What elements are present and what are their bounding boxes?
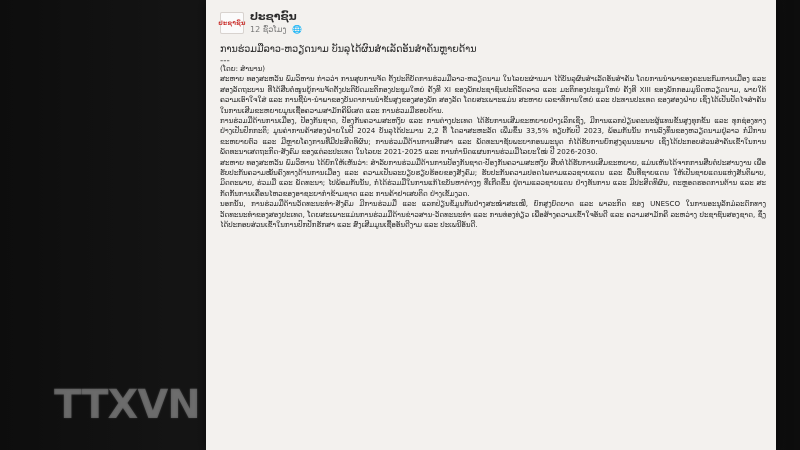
avatar[interactable] bbox=[220, 12, 244, 34]
post-author[interactable]: ປະຊາຊົນ bbox=[250, 10, 297, 23]
post-paragraph: ການຮ່ວມມືດ້ານການເມືອງ, ປ້ອງກັນຊາດ, ປ້ອງກັນຄວາມສະຫງົບ ແລະ ການຕ່າງປະເທດ ໄດ້ຮັບການເສີມຂະຫຍາຍຢ່າງເລິກເຊິ່ງ, ມີການແລກປ່ຽນຄະນະຜູ້ແທນຂັ້ນສູງທຸກຂັ້ນ ແລະ ທຸກຊ່ອງທາງ ຢ່າງເປັນປົກກະຕິ; ມູນຄ່າການຄ້າສອງຝ່າຍໃນປີ 2024 ບັນລຸໄດ້ປະມານ 2,2 ຕື້ ໂດລາສະຫະລັດ ເພີ່ມຂຶ້ນ 33,5% ທຽບກັບປີ 2023, ພ້ອມກັນນັ້ນ ການລົງທຶນຂອງຫວຽດນາມຢູ່ລາວ ກໍ່ມີການຂະຫຍາຍຕົວ ແລະ ມີຫຼາຍໂຄງການທີ່ມີປະສິດທິຜົນ; ການຮ່ວມມືດ້ານການສຶກສາ ແລະ ພັດທະນາຊັບພະຍາກອນມະນຸດ ກໍ່ໄດ້ຮັບການຍົກສູງຄຸນນະພາບ ເຊິ່ງໄດ້ປະກອບສ່ວນສຳຄັນເຂົ້າໃນການພັດທະນາເສດຖະກິດ-ສັງຄົມ ຂອງແຕ່ລະປະເທດ ໃນໄລຍະ 2021-2025 ແລະ ການກຳນົດແຜນການຮ່ວມມືໄລຍະໃໝ່ ປີ 2026-2030. bbox=[220, 116, 766, 157]
post-title: ການຮ່ວມມືລາວ-ຫວຽດນາມ ບັນລຸໄດ້ຜົນສຳເລັດອັນສຳຄັນຫຼາຍດ້ານ bbox=[220, 44, 477, 55]
post-body bbox=[220, 64, 766, 231]
post-paragraph: (ໂດຍ: ສຳນານ) bbox=[220, 64, 266, 73]
ttxvn-watermark-logo: TTXVN bbox=[54, 382, 200, 428]
social-post-screenshot bbox=[206, 0, 776, 450]
post-separator: --- bbox=[220, 56, 230, 66]
globe-icon: 🌐 bbox=[291, 25, 302, 34]
post-paragraph: ສະຫາຍ ທອງສະຫວັນ ພົມວິຫານ ກ່າວວ່າ ການສຸບການຈັດ ຕັ້ງປະຕິບັດການຮ່ວມມືລາວ-ຫວຽດນາມ ໃນໄລຍະຜ່ານມາ ໄດ້ບັນລຸຜົນສຳເລັດອັນສຳຄັນ ໂດຍການນຳພາຂອງຄະນະກົມການເມືອງ ແລະ ສອງລັດຖະບານ ທີ່ໄດ້ສືບຕໍ່ໜູນຍູ້ການຈັດຕັ້ງປະຕິບັດມະຕິກອງປະຊຸມໃຫຍ່ ຄັ້ງທີ XI ຂອງພັກປະຊາຊົນປະຕິວັດລາວ ແລະ ມະຕິກອງປະຊຸມໃຫຍ່ ຄັ້ງທີ XIII ຂອງພັກກອມມູນິດຫວຽດນາມ, ພາຍໃຕ້ຄວາມເອົາໃຈໃສ່ ແລະ ການຊີ້ນຳ-ນຳພາຂອງບັນດາການນຳຂັ້ນສູງຂອງສອງພັກ ສອງລັດ ໂດຍສະເພາະແມ່ນ ສະຫາຍ ເລຂາທິການໃຫຍ່ ແລະ ປະທານປະເທດ ຂອງສອງຝ່າຍ ເຊິ່ງໄດ້ເປັນປັດໄຈສຳຄັນ ໃນການເສີມຂະຫຍາຍມູນເຊື້ອຄວາມສາມັກຄີພິເສດ ແລະ ການຮ່ວມມືຮອບດ້ານ. bbox=[220, 74, 766, 115]
post-meta bbox=[250, 25, 302, 34]
post-paragraph: ສະຫາຍ ທອງສະຫວັນ ພົມວິຫານ ໄດ້ຍົກໃຫ້ເຫັນວ່າ: ສຳລັບການຮ່ວມມືດ້ານການປ້ອງກັນຊາດ-ປ້ອງກັນຄວາມສະຫງົບ ສືບຕໍ່ໄດ້ຮັບການເສີມຂະຫຍາຍ, ແມ່ນເຫັນໄດ້ຈາກການສືບຕໍ່ປະສານງານ ເພື່ອຮັບປະກັນຄວາມໝັ້ນຄົງທາງດ້ານການເມືອງ ແລະ ຄວາມເປັນລະບຽບຮຽບຮ້ອຍຂອງສັງຄົມ; ຮັບປະກັນຄວາມປອດໄພຕາມແລວຊາຍແດນ ແລະ ພື້ນທີ່ຊາຍແດນ ໃຫ້ເປັນຊາຍແດນແຫ່ງສັນຕິພາບ, ມິດຕະພາບ, ຮ່ວມມື ແລະ ພັດທະນາ; ໄປພ້ອມກັນນັ້ນ, ກໍ່ໄດ້ຮ່ວມມືໃນການແກ້ໄຂບັນຫາຕ່າງໆ ທີ່ເກີດຂຶ້ນ ຢູ່ຕາມແລວຊາຍແດນ ຢ່າງທັນການ ແລະ ມີປະສິດທິຜົນ, ຕະຫຼອດຮອດການຕ້ານ ແລະ ສະກັດກັ້ນການເຄື່ອນໄຫວຂອງອາຊະຍາກຳຂ້າມຊາດ ແລະ ການຄ້າຢາເສບຕິດ ຢ່າງເຂັ້ມງວດ. bbox=[220, 157, 766, 198]
post-paragraph: ນອກນັ້ນ, ການຮ່ວມມືດ້ານວັດທະນະທຳ-ສັງຄົມ ມີການຮ່ວມມື ແລະ ແລກປ່ຽນຂໍ້ມູນກັນຢ່າງສະໝໍ່າສະເໝີ, ຍົກສູງບົດບາດ ແລະ ພາລະກິດ ຂອງ UNESCO ໃນການອະນຸລັກມໍລະດົກທາງວັດທະນະທຳຂອງສອງປະເທດ, ໂດຍສະເພາະແມ່ນການຮ່ວມມືດ້ານຂ່າວສານ-ວັດທະນະທຳ ແລະ ການທ່ອງທ່ຽວ ເພື່ອສ້າງຄວາມເຂົ້າໃຈອັນດີ ແລະ ຄວາມສາມັກຄີ ລະຫວ່າງ ປະຊາຊົນສອງຊາດ, ຊຶ່ງໄດ້ປະກອບສ່ວນເຂົ້າໃນການປົກປັກຮັກສາ ແລະ ສົ່ງເສີມມູນເຊື້ອອັນດີງາມ ແລະ ປະເພນີອັນດີ. bbox=[220, 199, 766, 230]
post-timestamp[interactable]: 12 ຊົ່ວໂມງ bbox=[250, 25, 287, 34]
avatar-label: ປະຊາຊົນ bbox=[218, 19, 246, 27]
